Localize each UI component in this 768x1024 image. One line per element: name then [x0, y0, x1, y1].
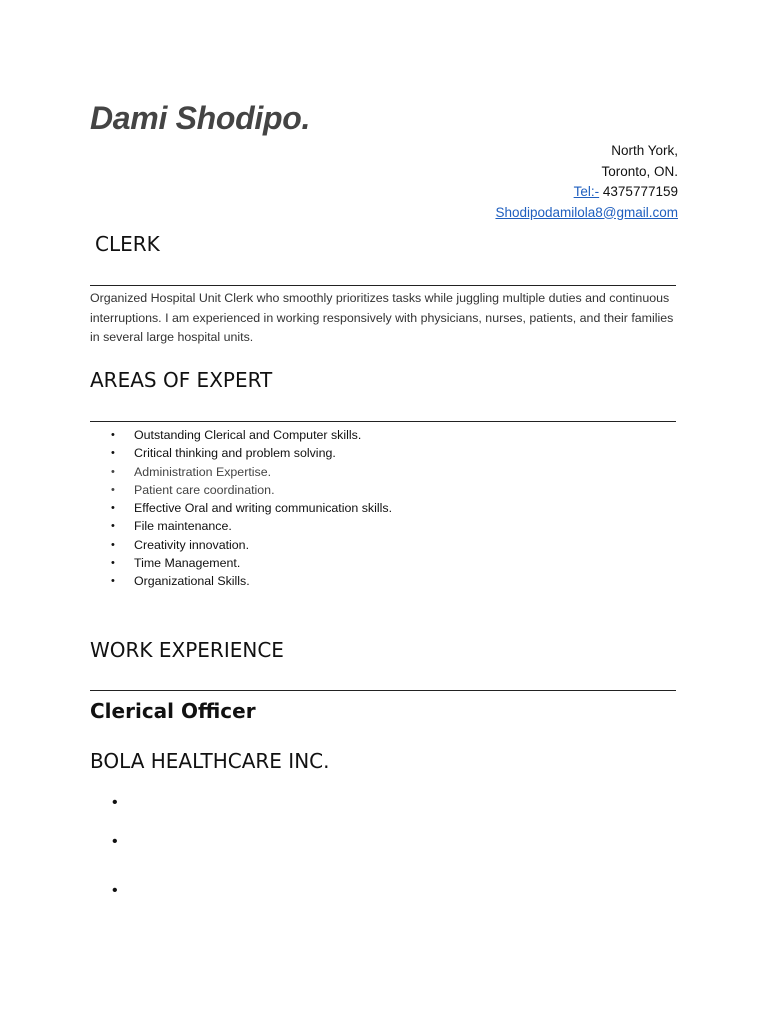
list-item: • Administration Expertise. — [90, 463, 392, 481]
bullet-icon: • — [111, 538, 115, 551]
bullet-icon: • — [112, 794, 118, 811]
bullet-icon: • — [111, 520, 115, 533]
tel-link[interactable]: Tel:- — [573, 184, 600, 199]
phone-number: 4375777159 — [599, 184, 678, 199]
list-item: • File maintenance. — [90, 517, 392, 535]
company-name: BOLA HEALTHCARE INC. — [90, 749, 330, 773]
divider-areas — [90, 421, 676, 422]
job-title: Clerical Officer — [90, 699, 256, 723]
list-item: • Outstanding Clerical and Computer skills. — [90, 426, 392, 444]
list-item: • Time Management. — [90, 554, 392, 572]
bullet-icon: • — [112, 833, 118, 850]
skills-list — [90, 426, 392, 591]
applicant-name: Dami Shodipo. — [90, 100, 311, 136]
address-line-1: North York, — [611, 143, 678, 158]
email-line — [495, 203, 678, 224]
list-item: • Effective Oral and writing communication skills. — [90, 499, 392, 517]
bullet-icon: • — [111, 429, 115, 441]
list-item: • Organizational Skills. — [90, 572, 392, 590]
bullet-icon: • — [111, 447, 115, 460]
list-item: • Critical thinking and problem solving. — [90, 444, 392, 462]
bullet-icon: • — [112, 882, 118, 899]
bullet-icon: • — [111, 483, 115, 496]
work-experience-heading: WORK EXPERIENCE — [90, 638, 284, 662]
list-item: • Patient care coordination. — [90, 481, 392, 499]
bullet-icon: • — [111, 465, 115, 478]
list-item: • Creativity innovation. — [90, 536, 392, 554]
bullet-icon: • — [111, 557, 115, 570]
address-line-2: Toronto, ON. — [601, 163, 678, 179]
areas-heading: AREAS OF EXPERT — [90, 368, 273, 392]
email-link[interactable]: Shodipodamilola8@gmail.com — [495, 204, 678, 220]
divider-work — [90, 690, 676, 691]
divider-clerk — [90, 285, 676, 286]
bullet-icon: • — [111, 502, 115, 515]
contact-block — [495, 141, 678, 223]
bullet-icon: • — [111, 575, 115, 588]
clerk-heading: CLERK — [95, 232, 160, 256]
summary-paragraph: Organized Hospital Unit Clerk who smoothly prioritizes tasks while juggling multiple duties and continuous interruptions. I am experienced in working responsively with physicians, nurses, patients, and their families in several large hospital units. — [90, 291, 674, 344]
phone-line — [495, 182, 678, 203]
